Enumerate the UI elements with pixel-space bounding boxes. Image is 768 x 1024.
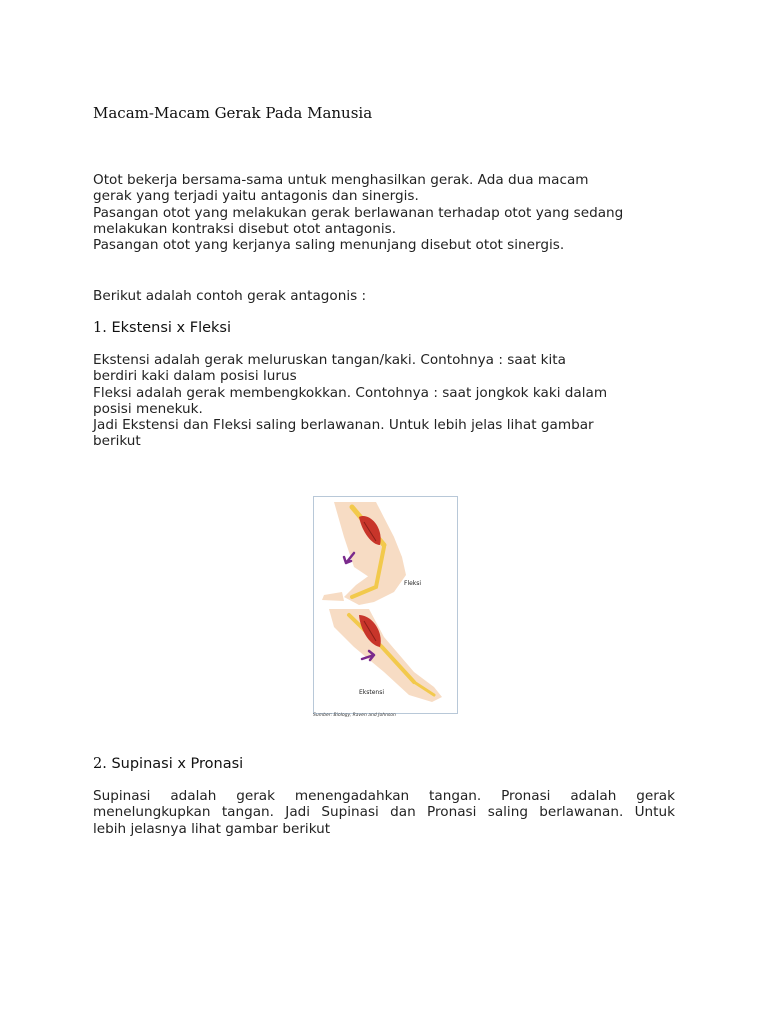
section2-line: lebih jelasnya lihat gambar berikut [93, 820, 331, 837]
section2-line: Supinasi adalah gerak menengadahkan tangan. Pronasi adalah gerak [93, 788, 675, 804]
section1-line: berikut [93, 433, 141, 450]
section2-title: Supinasi x Pronasi [111, 756, 244, 772]
section2-line: menelungkupkan tangan. Jadi Supinasi dan Pronasi saling berlawanan. Untuk [93, 804, 675, 821]
intro-line: Pasangan otot yang melakukan gerak berlawanan terhadap otot yang sedang [93, 204, 624, 221]
example-intro [93, 288, 678, 304]
intro-line: gerak yang terjadi yaitu antagonis dan sinergis. [93, 188, 419, 205]
document-title: Macam-Macam Gerak Pada Manusia [93, 104, 373, 122]
section1-line: Ekstensi adalah gerak meluruskan tangan/kaki. Contohnya : saat kita [93, 352, 566, 368]
ekstensi-label: Ekstensi [359, 689, 385, 696]
intro-line: Pasangan otot yang kerjanya saling menunjang disebut otot sinergis. [93, 237, 565, 254]
intro-line: Otot bekerja bersama-sama untuk menghasilkan gerak. Ada dua macam [93, 172, 589, 188]
section1-line: berdiri kaki dalam posisi lurus [93, 368, 297, 385]
section2-number: 2. [93, 756, 107, 772]
leg-illustration [314, 497, 457, 713]
section1-line: posisi menekuk. [93, 400, 203, 417]
example-intro-text: Berikut adalah contoh gerak antagonis : [93, 288, 367, 304]
intro-line: melakukan kontraksi disebut otot antagonis. [93, 220, 397, 237]
flexed-leg-drawing [322, 502, 406, 605]
section1-title: Ekstensi x Fleksi [111, 320, 232, 336]
section2-heading [93, 756, 243, 772]
figure-source-caption: Sumber: Biology, Raven and Johnson [313, 713, 396, 718]
section1-line: Jadi Ekstensi dan Fleksi saling berlawanan. Untuk lebih jelas lihat gambar [93, 417, 594, 434]
intro-paragraph [93, 172, 678, 253]
fleksi-label: Fleksi [404, 580, 422, 587]
section1-line: Fleksi adalah gerak membengkokkan. Contohnya : saat jongkok kaki dalam [93, 384, 608, 401]
extended-leg-drawing [329, 609, 442, 702]
section2-paragraph [93, 788, 675, 837]
section1-paragraph [93, 352, 678, 450]
section1-heading [93, 320, 231, 336]
leg-flexion-extension-figure [313, 496, 458, 714]
section1-number: 1. [93, 320, 107, 336]
